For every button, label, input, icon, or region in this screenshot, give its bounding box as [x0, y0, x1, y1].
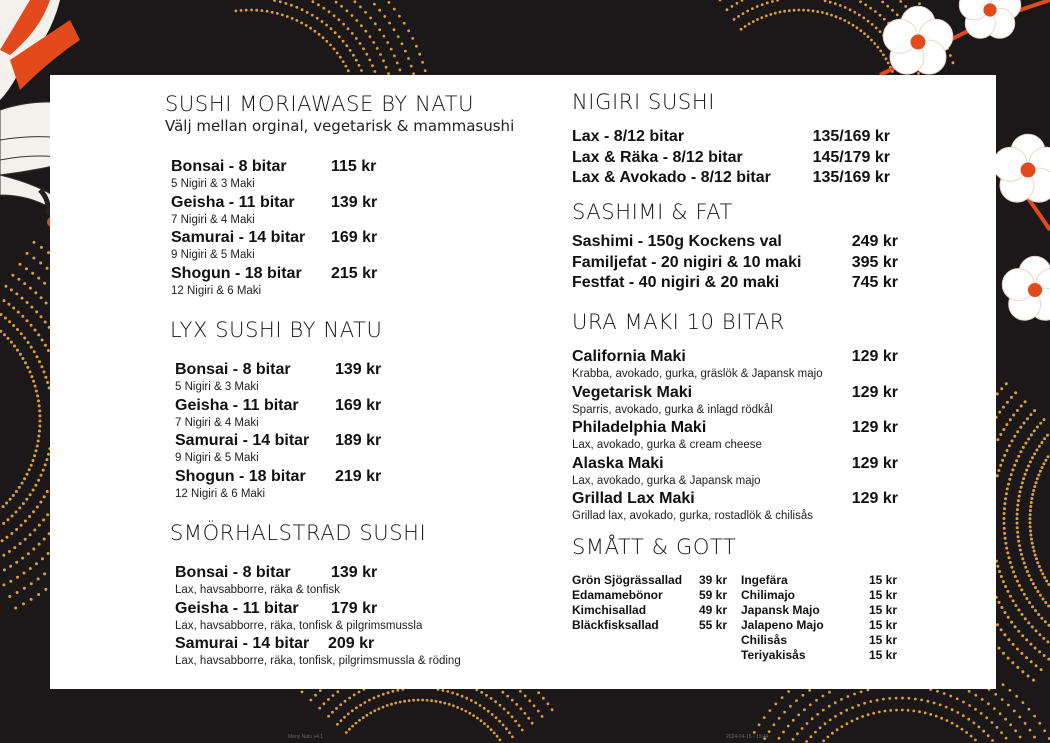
item-name: California Maki — [572, 348, 686, 365]
item-price: 135/169 kr — [812, 169, 890, 186]
item-price: 129 kr — [851, 419, 898, 436]
item-description: Grillad lax, avokado, gurka, rostadlök & chilisås — [572, 510, 813, 522]
item-name: Festfat - 40 nigiri & 20 maki — [572, 274, 780, 291]
item-name: Lax & Räka - 8/12 bitar — [572, 148, 743, 166]
ura-title: URA MAKI 10 BITAR — [572, 310, 785, 334]
item-name: Ingefära — [741, 573, 788, 587]
item-name: Teriyakisås — [741, 648, 806, 662]
footer-left: Meny Natu v4.1 — [288, 734, 324, 740]
item-description: Krabba, avokado, gurka, gräslök & Japansk majo — [572, 368, 823, 380]
item-price: 139 kr — [331, 564, 378, 581]
item-description: Lax, avokado, gurka & Japansk majo — [572, 474, 761, 487]
menu-item — [572, 384, 898, 420]
item-price: 169 kr — [335, 396, 382, 414]
item-name: Geisha - 11 bitar — [171, 193, 295, 211]
lyx-title: LYX SUSHI BY NATU — [170, 318, 383, 342]
small-item — [741, 573, 897, 588]
item-price: 59 kr — [698, 588, 727, 602]
item-price: 139 kr — [335, 361, 382, 378]
item-price: 745 kr — [851, 274, 898, 291]
item-price: 49 kr — [698, 603, 727, 617]
item-name: Philadelphia Maki — [572, 419, 707, 436]
item-name: Grillad Lax Maki — [572, 490, 695, 507]
small-item — [741, 588, 897, 603]
item-description: Lax, havsabborre, räka, tonfisk & pilgrimsmussla — [175, 619, 423, 632]
small-item — [572, 603, 727, 618]
small-item — [572, 573, 727, 588]
menu-item — [572, 490, 898, 526]
item-description: 7 Nigiri & 4 Maki — [171, 213, 255, 226]
item-price: 215 kr — [331, 264, 378, 282]
item-name: Japansk Majo — [741, 603, 820, 617]
item-name: Kimchisallad — [572, 603, 647, 617]
item-name: Samurai - 14 bitar — [175, 635, 310, 652]
menu-item — [572, 348, 898, 384]
item-description: 5 Nigiri & 3 Maki — [171, 178, 255, 190]
item-price: 15 kr — [868, 618, 897, 632]
item-price: 15 kr — [868, 633, 897, 647]
item-description: 7 Nigiri & 4 Maki — [175, 416, 259, 429]
item-name: Geisha - 11 bitar — [175, 599, 299, 617]
item-name: Samurai - 14 bitar — [171, 229, 306, 246]
item-name: Shogun - 18 bitar — [171, 264, 302, 282]
item-description: Lax, havsabborre, räka, tonfisk, pilgrimsmussla & röding — [175, 655, 461, 667]
item-name: Alaska Maki — [572, 454, 664, 472]
item-name: Vegetarisk Maki — [572, 383, 693, 401]
moriawase-subtitle: Välj mellan orginal, vegetarisk & mammasushi — [165, 117, 515, 135]
item-price: 135/169 kr — [812, 128, 890, 145]
item-description: Sparris, avokado, gurka & inlagd rödkål — [572, 403, 773, 416]
item-name: Bonsai - 8 bitar — [175, 564, 291, 581]
item-price: 115 kr — [331, 158, 377, 175]
small-item — [572, 618, 727, 633]
item-name: Familjefat - 20 nigiri & 10 maki — [572, 253, 802, 271]
item-price: 169 kr — [331, 229, 378, 246]
smatt-title: SMÅTT & GOTT — [572, 535, 737, 559]
item-price: 395 kr — [851, 253, 898, 271]
item-price: 55 kr — [698, 618, 727, 632]
item-name: Shogun - 18 bitar — [175, 467, 306, 485]
item-price: 139 kr — [331, 193, 378, 211]
item-name: Bläckfisksallad — [572, 618, 659, 632]
item-price: 129 kr — [851, 383, 898, 401]
moriawase-title: SUSHI MORIAWASE BY NATU — [165, 92, 475, 116]
item-price: 15 kr — [868, 588, 897, 602]
item-name: Bonsai - 8 bitar — [175, 361, 291, 378]
menu-item — [572, 419, 898, 455]
small-item — [741, 618, 897, 633]
item-price: 209 kr — [328, 635, 375, 652]
item-name: Chilisås — [741, 633, 788, 647]
item-name: Jalapeno Majo — [741, 618, 824, 632]
item-price: 189 kr — [335, 432, 382, 449]
item-price: 15 kr — [868, 648, 897, 662]
item-name: Bonsai - 8 bitar — [171, 158, 287, 175]
small-item — [741, 648, 897, 663]
item-description: 12 Nigiri & 6 Maki — [175, 487, 266, 500]
item-price: 219 kr — [335, 467, 382, 485]
item-name: Geisha - 11 bitar — [175, 396, 299, 414]
menu-item — [572, 274, 898, 310]
item-price: 179 kr — [331, 599, 378, 617]
small-item — [572, 588, 727, 603]
small-item — [741, 633, 897, 648]
item-name: Grön Sjögrässallad — [572, 573, 683, 587]
item-price: 249 kr — [851, 233, 898, 250]
item-description: Lax, avokado, gurka & cream cheese — [572, 439, 762, 451]
item-description: Lax, havsabborre, räka & tonfisk — [175, 584, 340, 596]
item-price: 129 kr — [851, 454, 898, 472]
item-description: 12 Nigiri & 6 Maki — [171, 284, 262, 297]
item-name: Chilimajo — [741, 588, 796, 602]
item-price: 129 kr — [851, 348, 898, 365]
item-price: 15 kr — [868, 573, 897, 587]
item-name: Samurai - 14 bitar — [175, 432, 310, 449]
item-description: 9 Nigiri & 5 Maki — [175, 452, 259, 464]
item-description: 5 Nigiri & 3 Maki — [175, 381, 259, 393]
footer-right: 2024-04-15 - 13:44 — [726, 734, 769, 740]
menu-item — [572, 455, 898, 491]
item-price: 39 kr — [698, 573, 727, 587]
item-price: 15 kr — [868, 603, 897, 617]
small-item — [741, 603, 897, 618]
item-price: 145/179 kr — [812, 148, 890, 166]
item-name: Lax & Avokado - 8/12 bitar — [572, 169, 771, 186]
item-name: Lax - 8/12 bitar — [572, 128, 685, 145]
item-name: Edamamebönor — [572, 588, 663, 602]
item-price: 129 kr — [851, 490, 898, 507]
item-name: Sashimi - 150g Kockens val — [572, 233, 782, 250]
smorhalstrad-title: SMÖRHALSTRAD SUSHI — [170, 521, 427, 545]
nigiri-title: NIGIRI SUSHI — [572, 90, 716, 114]
item-description: 9 Nigiri & 5 Maki — [171, 249, 255, 261]
sashimi-title: SASHIMI & FAT — [572, 200, 733, 224]
